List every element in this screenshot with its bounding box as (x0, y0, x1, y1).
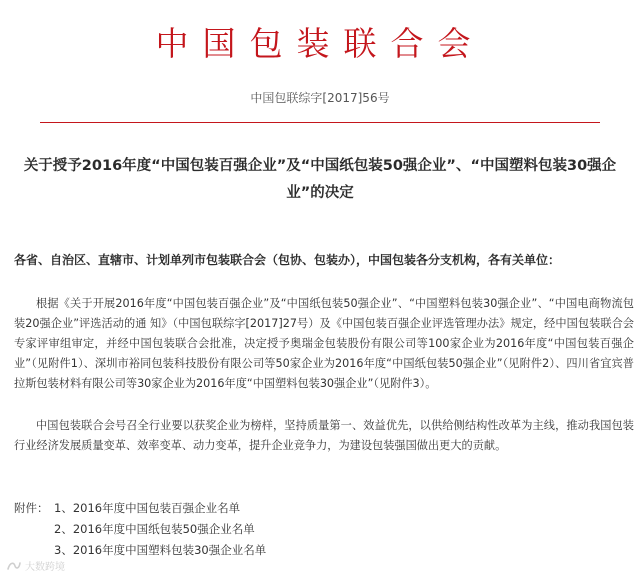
attachment-item (14, 519, 634, 540)
header-divider (40, 122, 600, 123)
organization-header: 中国包装联合会 (155, 24, 485, 63)
attachment-item-1: 1、2016年度中国包装百强企业名单 (54, 501, 241, 515)
document-title: 关于授予2016年度“中国包装百强企业”及“中国纸包装50强企业”、“中国塑料包装30强企业”的决定 (23, 158, 617, 201)
salutation: 各省、自治区、直辖市、计划单列市包装联合会（包协、包装办），中国包装各分支机构，各有关单位： (14, 253, 561, 267)
body-paragraph-1: 根据《关于开展2016年度“中国包装百强企业”及“中国纸包装50强企业”、“中国塑料包装30强企业”、“中国电商物流包装20强企业”评选活动的通 知》（中国包联综字[2017]27号）及《中国包装百强企业评选管理办法》规定，经中国包装联合会专家评审组审定，并经中国包装联合会批准，决定授予奥瑞金包装股份有限公司等100家企业为2016年度“中国包装百强企业”（见附件1）、深圳市裕同包装科技股份有限公司等50家企业为2016年度“中国纸包装50强企业”（见附件2）、四川省宜宾普拉斯包装材料有限公司等30家企业为2016年度“中国塑料包装30强企业”（见附件3）。 (14, 297, 634, 390)
watermark-logo-icon (6, 560, 22, 572)
attachment-item (14, 540, 634, 561)
attachments-list (14, 498, 634, 561)
body-paragraph-2: 中国包装联合会号召全行业要以获奖企业为榜样，坚持质量第一、效益优先，以供给侧结构性改革为主线，推动我国包装行业经济发展质量变革、效率变革、动力变革，提升企业竞争力，为建设包装强国做出更大的贡献。 (14, 419, 634, 452)
watermark (6, 558, 65, 573)
watermark-text: 大数跨境 (25, 562, 65, 573)
document-number: 中国包联综字[2017]56号 (250, 91, 390, 105)
attachment-item (14, 498, 634, 519)
attachment-item-3: 3、2016年度中国塑料包装30强企业名单 (54, 543, 267, 557)
attachments-label: 附件： (14, 501, 49, 515)
attachment-item-2: 2、2016年度中国纸包装50强企业名单 (54, 522, 255, 536)
